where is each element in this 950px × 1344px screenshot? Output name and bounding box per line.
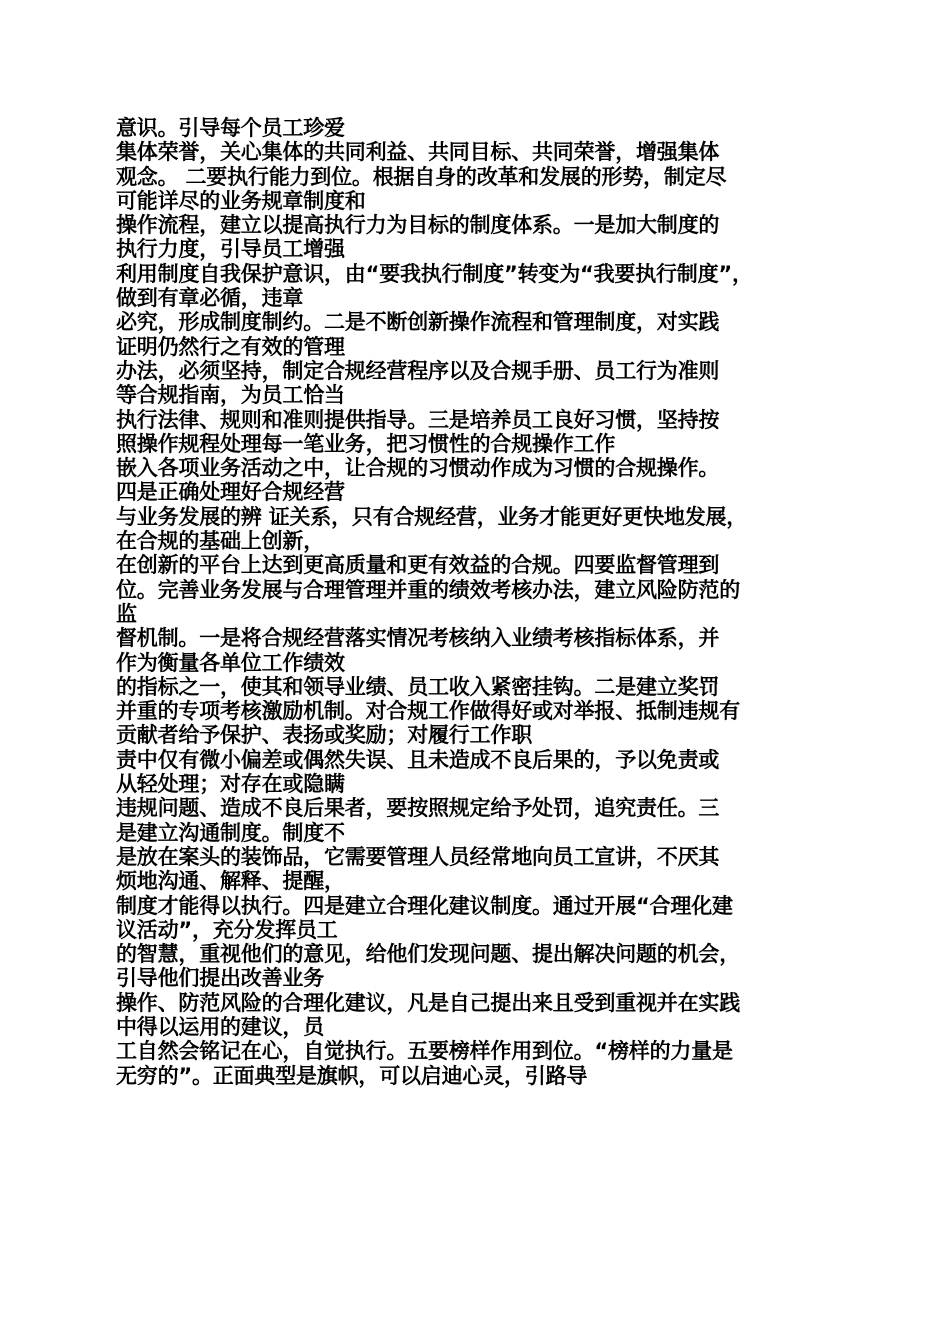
text-line: 等合规指南，为员工恰当	[116, 383, 345, 408]
text-line: 做到有章必循，违章	[116, 286, 304, 311]
text-line: 观念。 二要执行能力到位。根据自身的改革和发展的形势，制定尽	[116, 164, 727, 189]
text-line: 督机制。一是将合规经营落实情况考核纳入业绩考核指标体系，并	[116, 626, 720, 651]
text-line: 可能详尽的业务规章制度和	[116, 188, 366, 213]
text-line: 的指标之一，使其和领导业绩、员工收入紧密挂钩。二是建立奖罚	[116, 674, 720, 699]
text-line: 执行法律、规则和准则提供指导。三是培养员工良好习惯，坚持按	[116, 407, 720, 432]
text-line: 位。完善业务发展与合理管理并重的绩效考核办法，建立风险防范的	[116, 577, 740, 602]
text-line: 责中仅有微小偏差或偶然失误、且未造成不良后果的，予以免责或	[116, 747, 720, 772]
text-line: 中得以运用的建议，员	[116, 1014, 324, 1039]
text-line: 四是正确处理好合规经营	[116, 480, 345, 505]
text-line: 工自然会铭记在心，自觉执行。五要榜样作用到位。“榜样的力量是	[116, 1039, 733, 1064]
text-line: 议活动”，充分发挥员工	[116, 917, 338, 942]
text-line: 嵌入各项业务活动之中，让合规的习惯动作成为习惯的合规操作。	[116, 456, 720, 481]
text-line: 违规问题、造成不良后果者，要按照规定给予处罚，追究责任。三	[116, 796, 720, 821]
text-line: 必究，形成制度制约。二是不断创新操作流程和管理制度，对实践	[116, 310, 720, 335]
text-line: 在创新的平台上达到更高质量和更有效益的合规。四要监督管理到	[116, 553, 720, 578]
text-line: 监	[116, 601, 137, 626]
document-body	[116, 116, 840, 1088]
text-line: 烦地沟通、解释、提醒，	[116, 869, 345, 894]
text-line: 操作流程，建立以提高执行力为目标的制度体系。一是加大制度的	[116, 213, 720, 238]
text-line: 无穷的”。正面典型是旗帜，可以启迪心灵，引路导	[116, 1063, 588, 1088]
text-line: 引导他们提出改善业务	[116, 966, 324, 991]
text-line: 是建立沟通制度。制度不	[116, 820, 345, 845]
text-line: 制度才能得以执行。四是建立合理化建议制度。通过开展“合理化建	[116, 893, 733, 918]
text-line: 在合规的基础上创新，	[116, 529, 324, 554]
text-line: 从轻处理；对存在或隐瞒	[116, 772, 345, 797]
text-line: 的智慧，重视他们的意见，给他们发现问题、提出解决问题的机会，	[116, 942, 740, 967]
text-line: 与业务发展的辨 证关系，只有合规经营，业务才能更好更快地发展，	[116, 504, 748, 529]
text-line: 证明仍然行之有效的管理	[116, 334, 345, 359]
text-line: 作为衡量各单位工作绩效	[116, 650, 345, 675]
text-line: 执行力度，引导员工增强	[116, 237, 345, 262]
text-line: 操作、防范风险的合理化建议，凡是自己提出来且受到重视并在实践	[116, 990, 740, 1015]
text-line: 并重的专项考核激励机制。对合规工作做得好或对举报、抵制违规有	[116, 699, 740, 724]
text-line: 意识。引导每个员工珍爱	[116, 116, 345, 140]
text-line: 办法，必须坚持，制定合规经营程序以及合规手册、员工行为准则	[116, 358, 720, 383]
text-line: 利用制度自我保护意识，由“要我执行制度”转变为“我要执行制度”，	[116, 261, 753, 286]
text-line: 是放在案头的装饰品，它需要管理人员经常地向员工宣讲，不厌其	[116, 844, 720, 869]
text-line: 照操作规程处理每一笔业务，把习惯性的合规操作工作	[116, 431, 616, 456]
text-line: 集体荣誉，关心集体的共同利益、共同目标、共同荣誉，增强集体	[116, 140, 720, 165]
text-line: 贡献者给予保护、表扬或奖励；对履行工作职	[116, 723, 532, 748]
